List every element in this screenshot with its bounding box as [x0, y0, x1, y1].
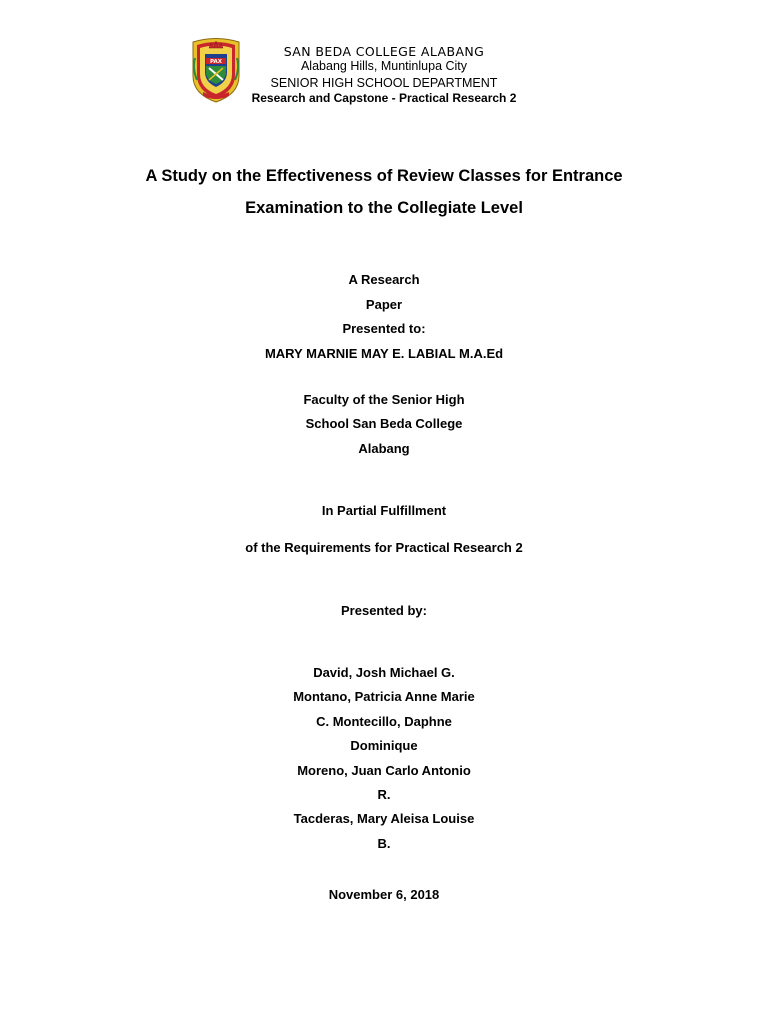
school-name: SAN BEDA COLLEGE ALABANG [283, 44, 485, 59]
submission-date: November 6, 2018 [328, 887, 440, 902]
author-line: B. [377, 836, 391, 851]
author-line: David, Josh Michael G. [313, 665, 455, 680]
letterhead [232, 44, 536, 106]
author-line: Tacderas, Mary Aleisa Louise [293, 811, 475, 826]
presentation-line-3: Presented to: [342, 321, 426, 336]
title-line-2: Examination to the Collegiate Level [245, 199, 523, 217]
author-line: Dominique [350, 738, 418, 753]
presented-by-label: Presented by: [341, 603, 427, 618]
faculty-line-3: Alabang [358, 441, 410, 456]
fulfillment-line-2: of the Requirements for Practical Research 2 [245, 540, 523, 555]
faculty-line-1: Faculty of the Senior High [303, 392, 465, 407]
title-line-1: A Study on the Effectiveness of Review Classes for Entrance [145, 167, 623, 185]
department-name: SENIOR HIGH SCHOOL DEPARTMENT [270, 76, 498, 90]
paper-title [60, 160, 708, 224]
author-line: R. [377, 787, 391, 802]
author-line: C. Montecillo, Daphne [316, 714, 452, 729]
fulfillment-line-1: In Partial Fulfillment [321, 503, 447, 518]
presentation-line-1: A Research [348, 272, 420, 287]
crest-pax-text: PAX [209, 59, 223, 65]
course-name: Research and Capstone - Practical Research 2 [251, 91, 517, 105]
author-line: Montano, Patricia Anne Marie [293, 689, 475, 704]
faculty-line-2: School San Beda College [305, 416, 463, 431]
author-line: Moreno, Juan Carlo Antonio [297, 763, 471, 778]
adviser-name: MARY MARNIE MAY E. LABIAL M.A.Ed [264, 346, 504, 361]
presentation-line-2: Paper [365, 297, 403, 312]
school-address: Alabang Hills, Muntinlupa City [300, 59, 468, 73]
